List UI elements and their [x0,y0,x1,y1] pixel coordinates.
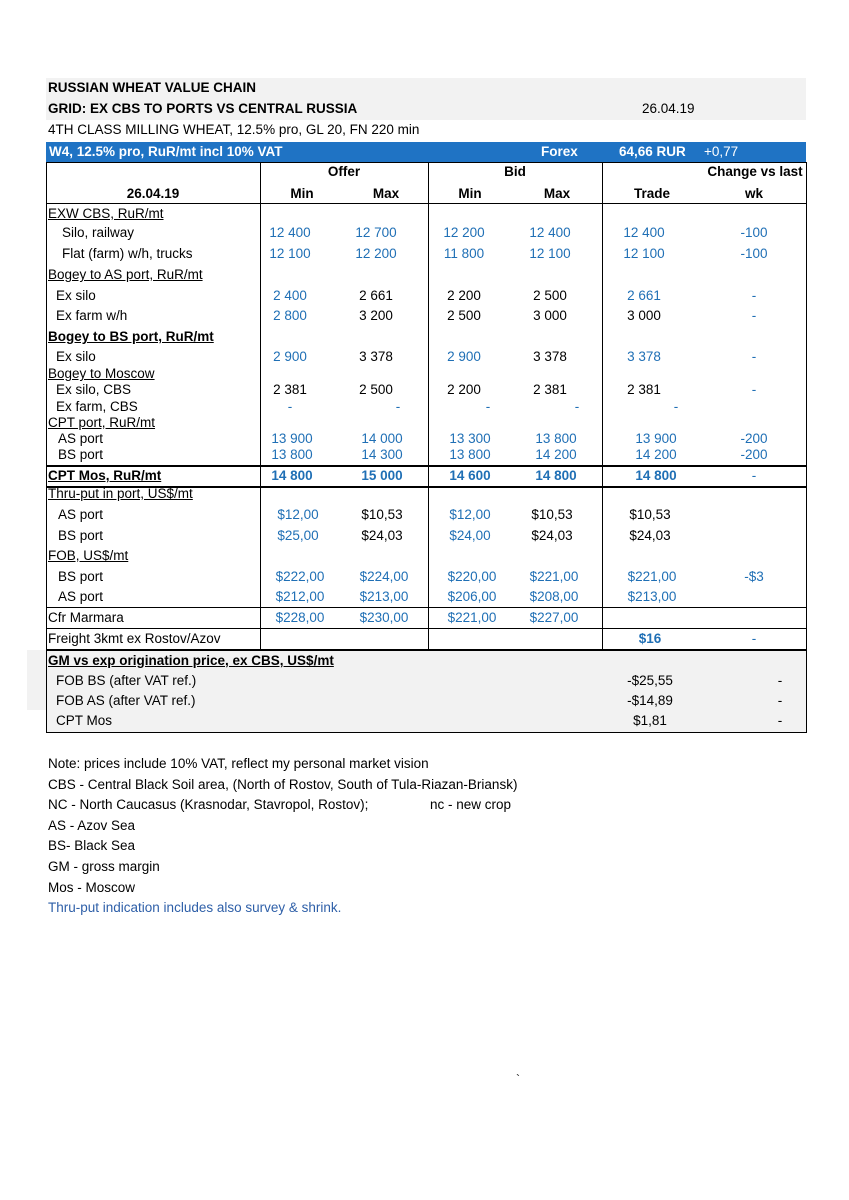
bid-min-cell: $220,00 [447,569,497,584]
offer-min-header: Min [290,186,314,201]
bid-min-cell: 2 500 [447,308,481,323]
section-exw-cbs: EXW CBS, RuR/mt [48,206,164,221]
bid-min-cell: 2 200 [447,288,481,303]
bid-max-cell: $208,00 [529,589,579,604]
bid-min-cell: $12,00 [449,507,491,522]
offer-min-cell: $12,00 [277,507,319,522]
note-cbs: CBS - Central Black Soil area, (North of Rostov, South of Tula-Riazan-Briansk) [48,777,518,792]
trade-cell: $213,00 [627,589,677,604]
change-cell: - [751,349,757,364]
section-bogey-moscow: Bogey to Moscow [48,366,155,381]
bid-min-cell: 2 900 [447,349,481,364]
bid-min-cell: 13 300 [449,431,491,446]
trade-cell: 12 400 [623,225,665,240]
offer-min-cell: $25,00 [277,528,319,543]
change-cell: - [777,713,783,728]
section-cpt-port: CPT port, RuR/mt [48,415,156,430]
offer-min-cell: 12 100 [269,246,311,261]
offer-max-cell: $230,00 [359,610,409,625]
report-date: 26.04.19 [642,101,695,116]
offer-min-cell: 13 900 [271,431,313,446]
bid-max-cell: 13 800 [535,431,577,446]
change-cell: - [751,631,757,646]
price-basis-bar [46,142,806,162]
section-bogey-as: Bogey to AS port, RuR/mt [48,267,203,282]
table-date: 26.04.19 [126,186,180,201]
change-header-1: Change vs last [707,164,803,179]
change-cell: -200 [740,447,768,462]
bid-max-header: Max [543,186,571,201]
bid-min-cell: $24,00 [449,528,491,543]
row-label: FOB AS (after VAT ref.) [56,693,196,708]
offer-min-cell: $228,00 [275,610,325,625]
offer-max-cell: 12 700 [355,225,397,240]
section-bogey-bs: Bogey to BS port, RuR/mt [48,329,214,344]
bid-min-cell: - [485,399,491,414]
row-label: CPT Mos [56,713,113,728]
bid-min-cell: $221,00 [447,610,497,625]
change-cell: - [777,693,783,708]
row-label: AS port [58,431,104,446]
bid-max-cell: $24,03 [531,528,573,543]
cpt-mos-label: CPT Mos, RuR/mt [48,468,162,483]
change-cell: -$3 [744,569,764,584]
bid-min-cell: 12 200 [443,225,485,240]
offer-min-cell: 2 400 [273,288,307,303]
offer-min-cell: 12 400 [269,225,311,240]
trade-cell: 3 378 [627,349,661,364]
bid-min-header: Min [458,186,482,201]
trade-cell: 13 900 [635,431,677,446]
product-spec: 4TH CLASS MILLING WHEAT, 12.5% pro, GL 20, FN 220 min [48,122,420,137]
offer-max-header: Max [372,186,400,201]
bid-max-cell: 3 378 [533,349,567,364]
offer-min-cell: $212,00 [275,589,325,604]
offer-max-cell: 12 200 [355,246,397,261]
forex-label: Forex [541,144,578,159]
row-label: Ex silo, CBS [56,382,132,397]
bid-min-cell: 11 800 [443,246,485,261]
row-label: Ex silo [56,288,96,303]
bid-max-cell: 14 800 [535,468,577,483]
row-label: Freight 3kmt ex Rostov/Azov [48,631,221,646]
offer-max-cell: 14 300 [361,447,403,462]
trade-cell: 2 661 [627,288,661,303]
report-subtitle: GRID: EX CBS TO PORTS VS CENTRAL RUSSIA [48,101,358,116]
bid-max-cell: - [574,399,580,414]
trade-cell: 12 100 [623,246,665,261]
change-cell: -100 [740,246,768,261]
bid-max-cell: 12 400 [529,225,571,240]
note-gm: GM - gross margin [48,859,160,874]
note-nc: NC - North Caucasus (Krasnodar, Stavropol, Rostov); [48,797,369,812]
grid-line [46,162,807,163]
report-title: RUSSIAN WHEAT VALUE CHAIN [48,80,256,95]
bid-min-cell: $206,00 [447,589,497,604]
row-label: Ex farm, CBS [56,399,138,414]
offer-min-cell: 2 900 [273,349,307,364]
change-cell: - [751,288,757,303]
offer-max-cell: 3 378 [359,349,393,364]
bid-max-cell: 14 200 [535,447,577,462]
trade-cell: $24,03 [629,528,671,543]
row-label: BS port [58,447,104,462]
change-cell: -200 [740,431,768,446]
note-mos: Mos - Moscow [48,880,136,895]
row-label: Flat (farm) w/h, trucks [62,246,193,261]
gm-band-edge [27,650,47,710]
row-label: FOB BS (after VAT ref.) [56,673,197,688]
row-label: Silo, railway [62,225,135,240]
bid-min-cell: 14 600 [449,468,491,483]
offer-header: Offer [327,164,361,179]
row-label: AS port [58,507,104,522]
note-vat: Note: prices include 10% VAT, reflect my personal market vision [48,756,429,771]
row-label: Cfr Marmara [48,610,124,625]
grid-line [806,162,807,733]
section-gm: GM vs exp origination price, ex CBS, US$/mt [48,653,334,668]
forex-change: +0,77 [704,144,739,159]
grid-line [46,607,807,608]
grid-line [46,649,807,651]
price-basis-label: W4, 12.5% pro, RuR/mt incl 10% VAT [49,144,283,159]
bid-min-cell: 13 800 [449,447,491,462]
change-cell: - [751,308,757,323]
offer-max-cell: $24,03 [361,528,403,543]
offer-min-cell: 13 800 [271,447,313,462]
offer-max-cell: 2 500 [359,382,393,397]
note-bs: BS- Black Sea [48,838,136,853]
trade-cell: $221,00 [627,569,677,584]
offer-max-cell: $10,53 [361,507,403,522]
stray-mark: ` [516,1072,520,1086]
forex-value: 64,66 RUR [619,144,686,159]
row-label: AS port [58,589,104,604]
grid-line [46,162,47,733]
note-as: AS - Azov Sea [48,818,136,833]
bid-header: Bid [504,164,526,179]
trade-cell: $16 [638,631,662,646]
offer-max-cell: - [395,399,401,414]
bid-max-cell: 12 100 [529,246,571,261]
offer-max-cell: 14 000 [361,431,403,446]
note-new-crop: nc - new crop [430,797,512,812]
trade-cell: - [673,399,679,414]
section-fob: FOB, US$/mt [48,548,129,563]
bid-max-cell: $10,53 [531,507,573,522]
grid-line [46,465,807,467]
trade-cell: 14 800 [635,468,677,483]
grid-line [46,732,807,733]
trade-cell: -$14,89 [627,693,673,708]
row-label: Ex farm w/h [56,308,128,323]
note-thru-put: Thru-put indication includes also survey & shrink. [48,900,342,915]
bid-max-cell: 2 500 [533,288,567,303]
offer-min-cell: 2 800 [273,308,307,323]
offer-max-cell: $224,00 [359,569,409,584]
trade-cell: 14 200 [635,447,677,462]
row-label: BS port [58,528,104,543]
change-header-2: wk [744,186,763,201]
trade-cell: 2 381 [627,382,661,397]
trade-cell: 3 000 [627,308,661,323]
trade-cell: $10,53 [629,507,671,522]
bid-min-cell: 2 200 [447,382,481,397]
offer-max-cell: 2 661 [359,288,393,303]
section-thru-put: Thru-put in port, US$/mt [48,486,193,501]
row-label: Ex silo [56,349,96,364]
trade-cell: $1,81 [633,713,667,728]
offer-max-cell: 3 200 [359,308,393,323]
bid-max-cell: 3 000 [533,308,567,323]
offer-min-cell: $222,00 [275,569,325,584]
change-cell: - [777,673,783,688]
grid-line [46,203,807,204]
offer-min-cell: 2 381 [273,382,307,397]
offer-min-cell: - [287,399,293,414]
offer-min-cell: 14 800 [271,468,313,483]
grid-line [46,628,807,629]
bid-max-cell: 2 381 [533,382,567,397]
bid-max-cell: $227,00 [529,610,579,625]
trade-header: Trade [633,186,671,201]
change-cell: - [751,468,757,483]
trade-cell: -$25,55 [627,673,673,688]
change-cell: - [751,382,757,397]
offer-max-cell: 15 000 [361,468,403,483]
row-label: BS port [58,569,104,584]
bid-max-cell: $221,00 [529,569,579,584]
change-cell: -100 [740,225,768,240]
offer-max-cell: $213,00 [359,589,409,604]
